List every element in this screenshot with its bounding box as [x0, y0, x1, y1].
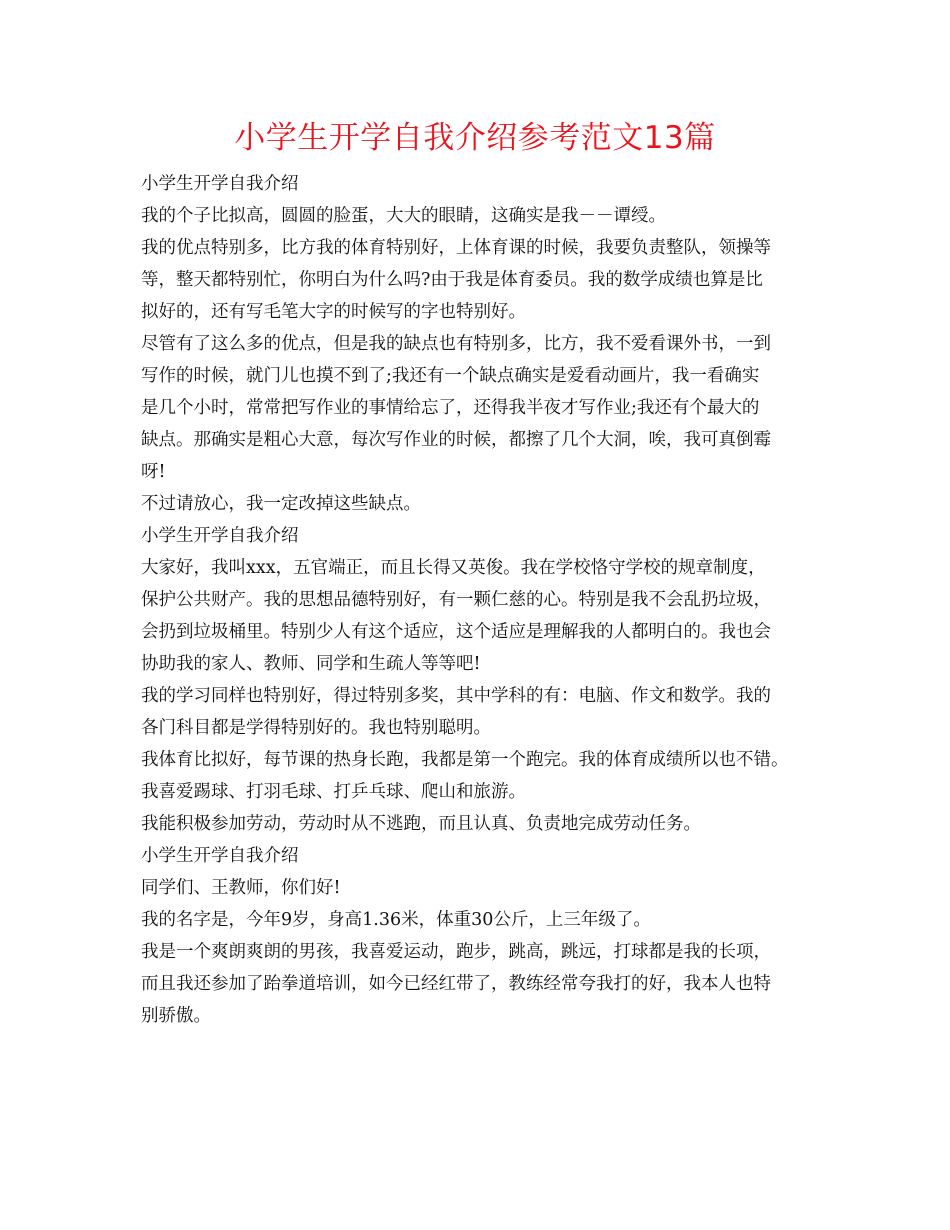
text-line: 我的优点特别多，比方我的体育特别好，上体育课的时候，我要负责整队，领操等: [141, 238, 771, 258]
text-line: 不过请放心，我一定改掉这些缺点。: [141, 494, 421, 514]
text-line: 我能积极参加劳动，劳动时从不逃跑，而且认真、负责地完成劳动任务。: [141, 814, 701, 834]
text-line: 等，整天都特别忙，你明白为什么吗?由于我是体育委员。我的数学成绩也算是比: [141, 270, 763, 290]
text-line: 大家好，我叫xxx，五官端正，而且长得又英俊。我在学校恪守学校的规章制度，: [141, 558, 766, 578]
text-line: 写作的时候，就门儿也摸不到了;我还有一个缺点确实是爱看动画片，我一看确实: [141, 366, 760, 386]
document-body: [141, 168, 831, 1032]
text-line: 小学生开学自我介绍: [141, 526, 299, 546]
text-line: 会扔到垃圾桶里。特别少人有这个适应，这个适应是理解我的人都明白的。我也会: [141, 622, 771, 642]
text-line: 我体育比拟好，每节课的热身长跑，我都是第一个跑完。我的体育成绩所以也不错。: [141, 750, 789, 770]
text-line: 我的个子比拟高，圆圆的脸蛋，大大的眼睛，这确实是我－－谭绶。: [141, 206, 666, 226]
text-line: 小学生开学自我介绍: [141, 846, 299, 866]
text-line: 拟好的，还有写毛笔大字的时候写的字也特别好。: [141, 302, 526, 322]
text-line: 尽管有了这么多的优点，但是我的缺点也有特别多，比方，我不爱看课外书，一到: [141, 334, 771, 354]
text-line: 呀!: [141, 462, 166, 482]
text-line: 我的名字是，今年9岁，身高1.36米，体重30公斤，上三年级了。: [141, 910, 651, 930]
text-line: 是几个小时，常常把写作业的事情给忘了，还得我半夜才写作业;我还有个最大的: [141, 398, 760, 418]
text-line: 我的学习同样也特别好，得过特别多奖，其中学科的有：电脑、作文和数学。我的: [141, 686, 771, 706]
text-line: 协助我的家人、教师、同学和生疏人等等吧!: [141, 654, 481, 674]
text-line: 同学们、王教师，你们好!: [141, 878, 341, 898]
text-line: 保护公共财产。我的思想品德特别好，有一颗仁慈的心。特别是我不会乱扔垃圾，: [141, 590, 771, 610]
text-line: 各门科目都是学得特别好的。我也特别聪明。: [141, 718, 491, 738]
text-line: 别骄傲。: [141, 1006, 211, 1026]
document-title: 小学生开学自我介绍参考范文13篇: [234, 120, 716, 156]
text-line: 我喜爱踢球、打羽毛球、打乒乓球、爬山和旅游。: [141, 782, 526, 802]
text-line: 缺点。那确实是粗心大意，每次写作业的时候，都擦了几个大洞，唉，我可真倒霉: [141, 430, 771, 450]
text-line: 而且我还参加了跆拳道培训，如今已经红带了，教练经常夸我打的好，我本人也特: [141, 974, 771, 994]
text-line: 我是一个爽朗爽朗的男孩，我喜爱运动，跑步，跳高，跳远，打球都是我的长项，: [141, 942, 771, 962]
text-line: 小学生开学自我介绍: [141, 174, 299, 194]
